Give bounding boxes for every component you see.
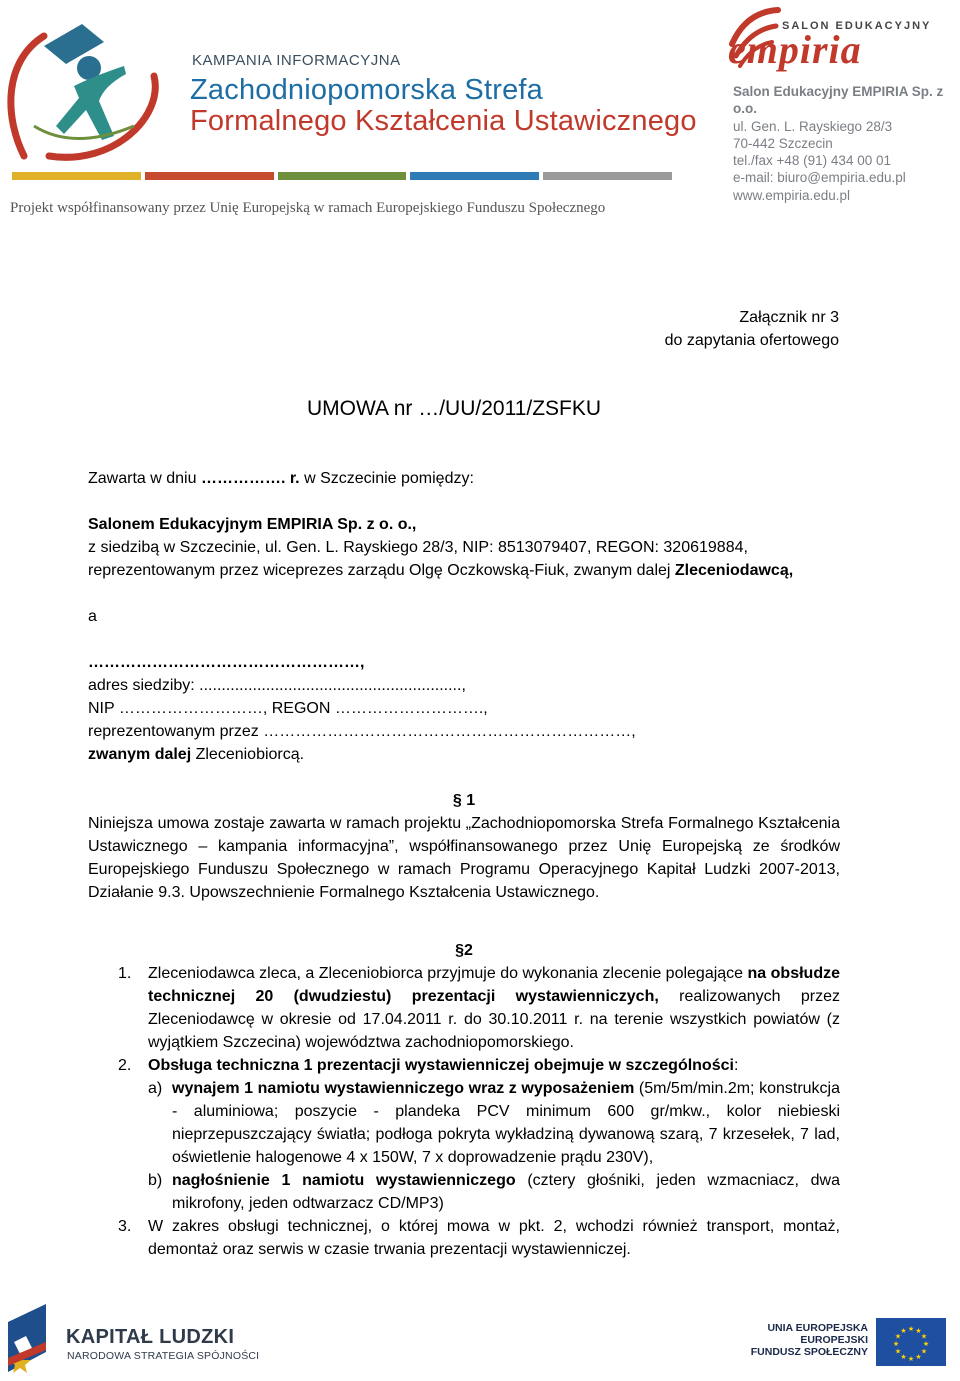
eu-star-icon: ★	[920, 1348, 928, 1356]
eu-star-icon: ★	[894, 1348, 902, 1356]
campaign-title-line2: Formalnego Kształcenia Ustawicznego	[190, 105, 697, 137]
section1-text: Niniejsza umowa zostaje zawarta w ramach projektu „Zachodniopomorska Strefa Formalnego Kształcenia Ustawicznego – kampania informacyjna”, współfinansowanego przez Unię Europejską ze środków Europejskiego Funduszu Społecznego w ramach Programu Operacyjnego Kapitał Ludzki 2007-2013, Działanie 9.3. Upowszechnienie Formalnego Kształcenia Ustawicznego.	[88, 815, 840, 901]
contractor-role: Zleceniodawcą,	[674, 562, 794, 579]
list-item: 3. W zakres obsługi technicznej, o której mowa w pkt. 2, wchodzi również transport, montaż, demontaż oraz serwis w czasie trwania prezentacji wystawienniczej.	[118, 1218, 840, 1258]
contract-title: UMOWA nr …/UU/2011/ZSFKU	[307, 397, 602, 420]
contractor-representative: reprezentowanym przez wiceprezes zarządu Olgę Oczkowską-Fiuk, zwanym dalej	[88, 562, 675, 579]
eu-star-icon: ★	[915, 1353, 922, 1361]
section2-heading: §2	[455, 942, 473, 959]
attachment-note	[665, 306, 839, 352]
stripe-segment	[12, 172, 141, 180]
stripe-segment	[145, 172, 274, 180]
kapital-ludzki-logo-icon	[6, 1302, 52, 1376]
section1-heading: § 1	[452, 792, 476, 809]
kapital-ludzki-subtitle: NARODOWA STRATEGIA SPÓJNOŚCI	[67, 1350, 260, 1362]
contact-website: www.empiria.edu.pl	[733, 187, 851, 203]
sub-list-item: b) nagłośnienie 1 namiotu wystawienniczego (cztery głośniki, jeden wzmacniacz, dwa mikrofony, jeden odtwarzacz CD/MP3)	[148, 1172, 841, 1212]
second-party-representative: reprezentowanym przez ……………………………………………………………,	[88, 723, 636, 740]
contact-email: e-mail: biuro@empiria.edu.pl	[733, 170, 906, 186]
eu-star-icon: ★	[900, 1328, 907, 1336]
contractor-block	[88, 513, 840, 582]
contractor-address: z siedzibą w Szczecinie, ul. Gen. L. Rayskiego 28/3, NIP: 8513079407, REGON: 320619884,	[88, 539, 748, 556]
attachment-line1: Załącznik nr 3	[739, 309, 839, 326]
color-stripe	[12, 172, 672, 180]
eu-star-icon: ★	[907, 1326, 915, 1333]
contact-street: ul. Gen. L. Rayskiego 28/3	[733, 118, 893, 134]
eu-star-icon: ★	[920, 1333, 928, 1341]
eu-star-icon: ★	[894, 1333, 902, 1341]
and-conjunction: a	[88, 608, 97, 625]
eu-flag-icon	[876, 1318, 946, 1366]
second-party-role: Zleceniobiorcą.	[191, 746, 305, 763]
contact-company: Salon Edukacyjny EMPIRIA Sp. z o.o.	[733, 84, 944, 117]
contact-block	[733, 83, 960, 204]
list-item: 2. Obsługa techniczna 1 prezentacji wystawienniczej obejmuje w szczególności:	[118, 1057, 739, 1074]
eu-star-icon: ★	[900, 1353, 907, 1361]
campaign-label: KAMPANIA INFORMACYJNA	[192, 52, 401, 69]
kapital-ludzki-title: KAPITAŁ LUDZKI	[66, 1326, 235, 1348]
campaign-logo	[4, 6, 184, 176]
sub-list-item: a) wynajem 1 namiotu wystawienniczego wraz z wyposażeniem (5m/5m/min.2m; konstrukcja - aluminiowa; poszycie - plandeka PCV minimum 600 gr/mkw., kolor niebieski nieprzepuszczający światła; podłoga pokryta wykładziną dywanową szarą, 7 krzesełek, 7 lad, oświetlenie halogenowe 4 x 150W, 7 x doprowadzenie prądu 230V),	[148, 1080, 840, 1166]
contractor-name: Salonem Edukacyjnym EMPIRIA Sp. z o. o.,	[88, 516, 417, 533]
stripe-segment	[543, 172, 672, 180]
second-party-address: adres siedziby: ...........................................................,	[88, 677, 466, 694]
stripe-segment	[278, 172, 407, 180]
second-party-block	[88, 651, 840, 766]
contact-phone: tel./fax +48 (91) 434 00 01	[733, 153, 891, 169]
second-party-name: ……………………………………………,	[88, 654, 365, 671]
eu-star-icon: ★	[892, 1341, 900, 1348]
list-item: 1. Zleceniodawca zleca, a Zleceniobiorca przyjmuje do wykonania zlecenie polegające na obsłudze technicznej 20 (dwudziestu) prezentacji wystawienniczych, realizowanych przez Zleceniodawcę w okresie od 17.04.2011 r. do 30.10.2011 r. na terenie wszystkich powiatów (z wyjątkiem Szczecina) województwa zachodniopomorskiego.	[118, 965, 840, 1051]
eu-star-icon: ★	[922, 1341, 930, 1348]
attachment-line2: do zapytania ofertowego	[664, 332, 839, 349]
contact-city: 70-442 Szczecin	[733, 135, 833, 151]
second-party-called: zwanym dalej	[88, 746, 192, 763]
eu-star-icon: ★	[907, 1356, 915, 1363]
empiria-wordmark: empiria	[728, 27, 862, 72]
eu-star-icon: ★	[915, 1328, 922, 1336]
contract-date-line: Zawarta w dniu ……………. r. w Szczecinie pomiędzy:	[88, 470, 474, 487]
empiria-label: SALON EDUKACYJNY	[782, 20, 932, 32]
campaign-title-line1: Zachodniopomorska Strefa	[190, 74, 543, 106]
eu-fund-label: UNIA EUROPEJSKA EUROPEJSKI FUNDUSZ SPOŁECZNY	[750, 1322, 868, 1358]
project-cofinancing-note: Projekt współfinansowany przez Unię Europejską w ramach Europejskiego Funduszu Społecznego	[10, 200, 606, 216]
section2-list	[88, 962, 840, 1261]
stripe-segment	[410, 172, 539, 180]
second-party-nip-regon: NIP ………………………, REGON ……………………….,	[88, 700, 488, 717]
